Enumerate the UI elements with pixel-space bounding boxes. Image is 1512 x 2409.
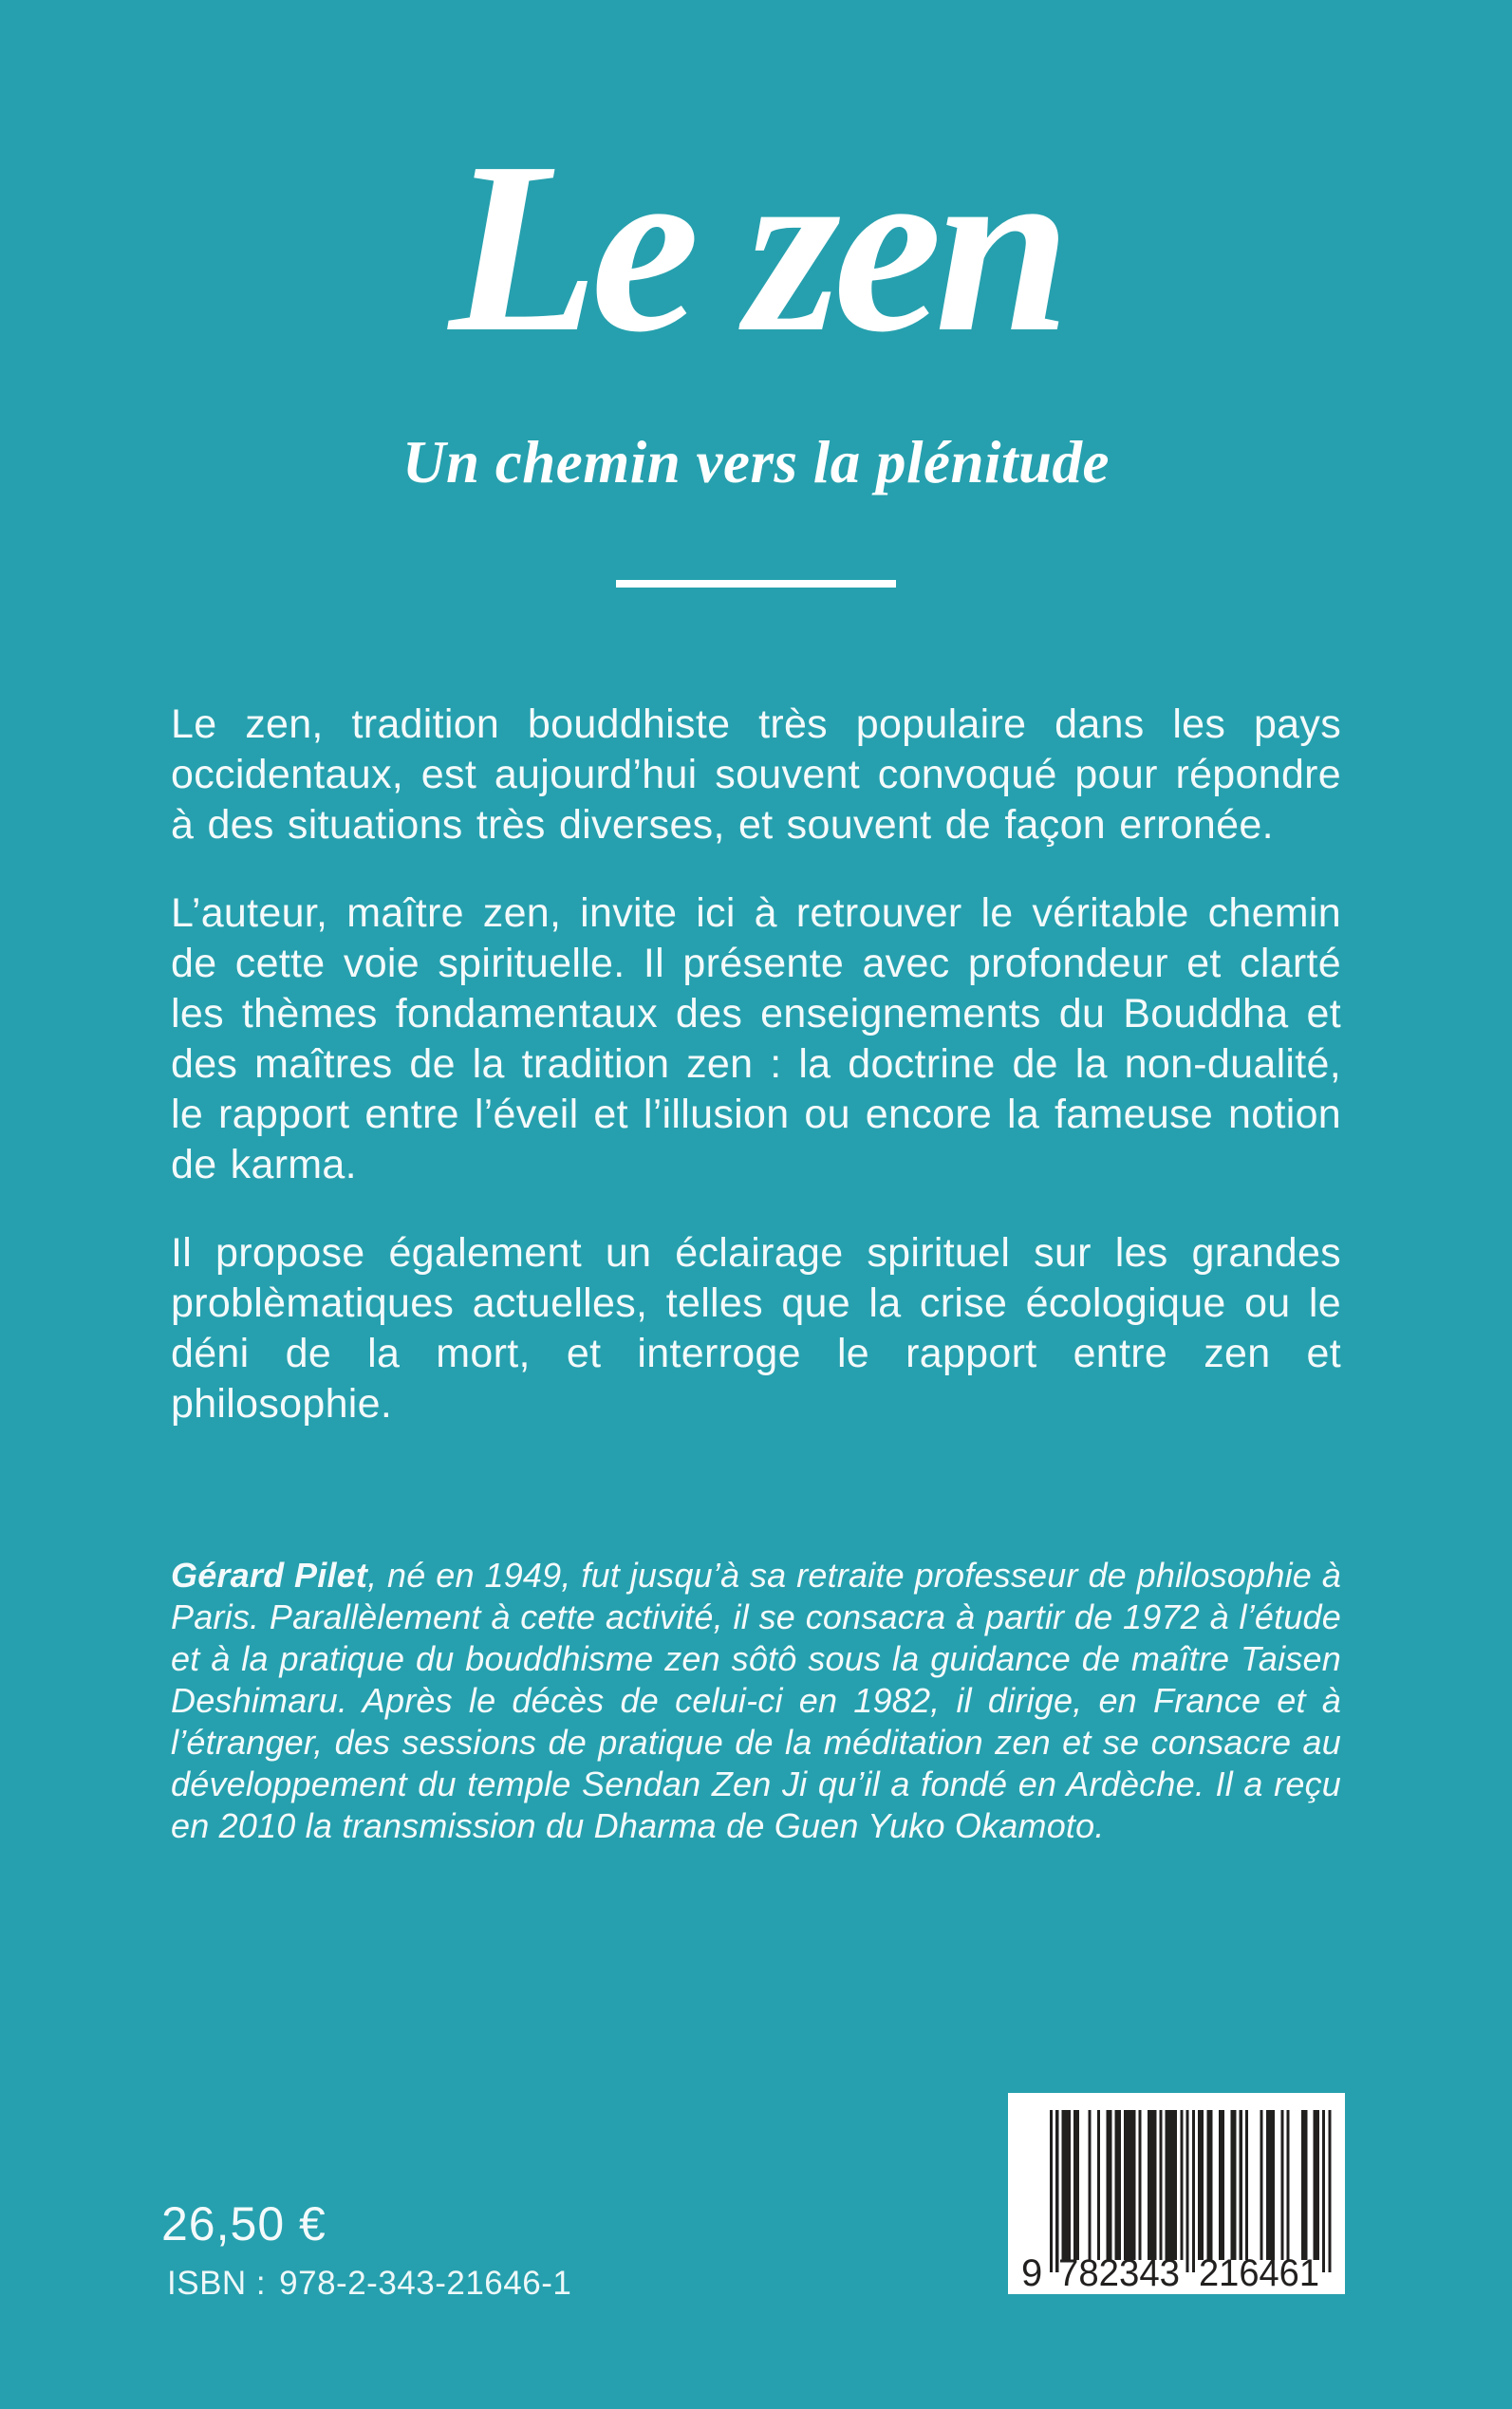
- author-name: Gérard Pilet: [171, 1556, 368, 1595]
- synopsis-paragraph-2: L’auteur, maître zen, invite ici à retrouver le véritable chemin de cette voie spirituelle. Il présente avec profondeur et clarté les thèmes fondamentaux des enseignements du Bouddha et des maîtres de la tradition zen : la doctrine de la non-dualité, le rapport entre l’éveil et l’illusion ou encore la fameuse notion de karma.: [171, 890, 1341, 1187]
- barcode-digits-left: 782343: [1058, 2252, 1180, 2290]
- price-label: 26,50 €: [161, 2197, 327, 2250]
- isbn-value: 978-2-343-21646-1: [279, 2265, 572, 2302]
- divider-rule: [616, 580, 896, 588]
- author-bio-text: , né en 1949, fut jusqu’à sa retraite professeur de philosophie à Paris. Parallèlement à cette activité, il se consacra à partir de 1972 à l’étude et à la pratique du bouddhisme zen sôtô sous la guidance de maître Taisen Deshimaru. Après le décès de celui-ci en 1982, il dirige, en France et à l’étranger, des sessions de pratique de la méditation zen et se consacre au développement du temple Sendan Zen Ji qu’il a fondé en Ardèche. Il a reçu en 2010 la transmission du Dharma de Guen Yuko Okamoto.: [171, 1556, 1341, 1845]
- synopsis-paragraph-3: Il propose également un éclairage spirituel sur les grandes problèmatiques actuelles, telles que la crise écologique ou le déni de la mort, et interroge le rapport entre zen et philosophie.: [171, 1230, 1341, 1427]
- barcode-digits-right: 216461: [1199, 2252, 1319, 2290]
- synopsis-paragraph-1: Le zen, tradition bouddhiste très populaire dans les pays occidentaux, est aujourd’hui souvent convoqué pour répondre à des situations très diverses, et souvent de façon erronée.: [171, 701, 1341, 848]
- isbn-line: [167, 2265, 571, 2303]
- cover-header: [0, 0, 1512, 588]
- barcode-digit-first: 9: [1021, 2252, 1043, 2290]
- author-bio: [0, 1429, 1512, 1847]
- book-title: Le zen: [448, 111, 1063, 383]
- synopsis: [0, 588, 1512, 1429]
- isbn-label: ISBN :: [167, 2265, 267, 2302]
- barcode-panel: [1008, 2093, 1345, 2294]
- ean13-barcode: [1021, 2108, 1332, 2290]
- book-subtitle: Un chemin vers la plénitude: [401, 429, 1110, 495]
